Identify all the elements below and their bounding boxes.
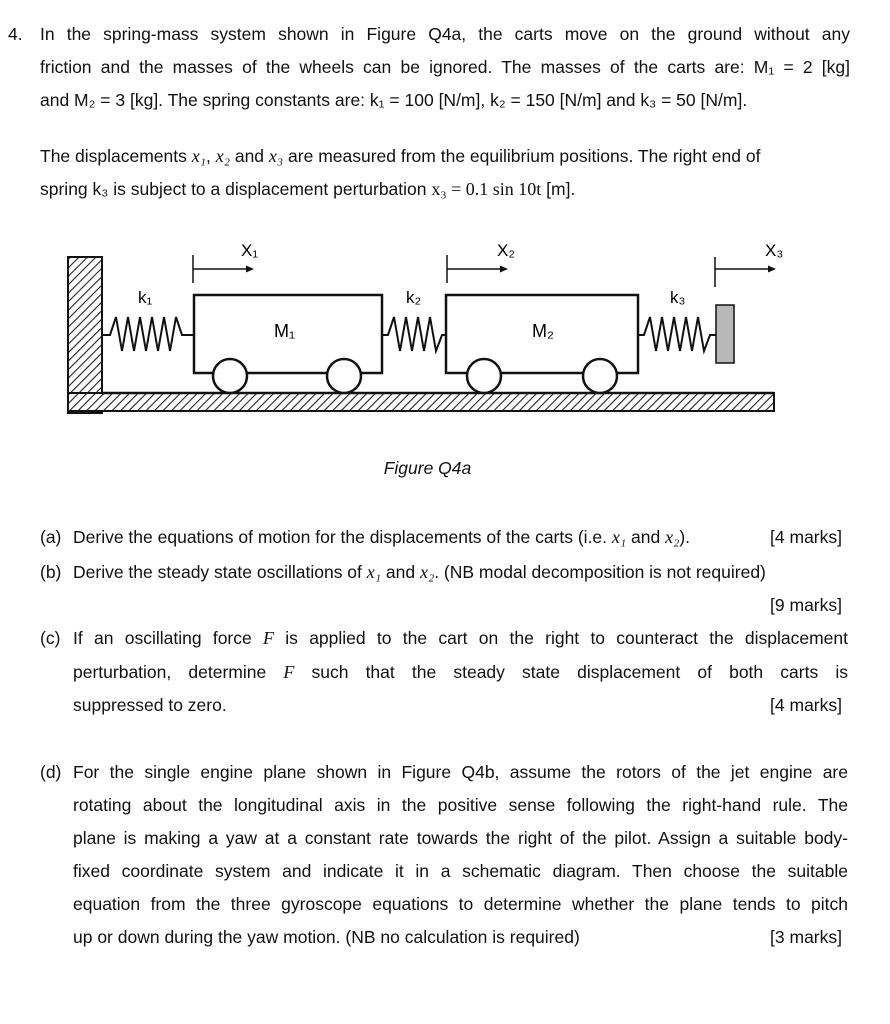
question-number: 4. xyxy=(8,24,23,44)
var-x3: x₃ xyxy=(268,146,284,166)
comma: , xyxy=(206,146,216,166)
label-k1: k₁ xyxy=(138,288,153,307)
perturbation-equation: x₃ = 0.1 sin 10t xyxy=(431,179,542,199)
part-d-line-5: equation from the three gyroscope equations to determine whether the plane tends to pitch xyxy=(73,894,848,914)
displacement-paragraph xyxy=(40,140,850,206)
arrow-x3 xyxy=(715,257,776,287)
label-x2: X₂ xyxy=(497,241,515,260)
part-d-label: (d) xyxy=(40,762,62,782)
question-intro xyxy=(40,18,850,117)
left-wall xyxy=(68,257,102,413)
displacement-text-a: The displacements xyxy=(40,146,192,166)
spring-k1 xyxy=(102,317,194,351)
part-c-line2-a: perturbation, determine xyxy=(73,662,284,682)
label-x3: X₃ xyxy=(765,241,784,260)
part-a-and: and xyxy=(626,527,666,547)
part-d-line-2: rotating about the longitudinal axis in the positive sense following the right-hand rule. The xyxy=(73,795,848,815)
var-x2: x₂ xyxy=(215,146,230,166)
part-b-text xyxy=(73,556,766,589)
label-k3: k₃ xyxy=(670,288,686,307)
part-b-text-1: Derive the steady state oscillations of xyxy=(73,562,367,582)
label-m2: M₂ xyxy=(532,321,554,341)
intro-line-3: and M₂ = 3 [kg]. The spring constants are: k₁ = 100 [N/m], k₂ = 150 [N/m] and k₃ = 50 [N/m]. xyxy=(40,90,748,110)
displacement-line-1 xyxy=(40,140,850,173)
part-d-line-1: For the single engine plane shown in Figure Q4b, assume the rotors of the jet engine are xyxy=(73,762,848,782)
part-c-line-3: suppressed to zero. xyxy=(73,695,227,715)
and-word: and xyxy=(229,146,269,166)
part-b-and: and xyxy=(381,562,420,582)
label-m1: M₁ xyxy=(274,321,296,341)
part-c-marks: [4 marks] xyxy=(770,695,842,715)
part-c-F1: F xyxy=(263,628,275,648)
wheel-m2-left xyxy=(467,359,501,393)
part-c-F2: F xyxy=(283,662,295,682)
part-b-x1: x₁ xyxy=(366,562,382,582)
part-b-x2: x₂ xyxy=(419,562,435,582)
ground xyxy=(68,393,774,411)
displacement-line-2 xyxy=(40,173,850,206)
figure-q4a xyxy=(0,225,890,425)
part-a-text xyxy=(73,521,690,554)
label-x1: X₁ xyxy=(241,241,259,260)
intro-line-1: In the spring-mass system shown in Figure Q4a, the carts move on the ground without any xyxy=(40,24,850,44)
part-a-marks: [4 marks] xyxy=(770,527,842,547)
displacement-block xyxy=(716,305,734,363)
label-k2: k₂ xyxy=(406,288,422,307)
wheel-m2-right xyxy=(583,359,617,393)
part-c-label: (c) xyxy=(40,628,61,648)
part-a-text-2: ). xyxy=(679,527,691,547)
spring-k3 xyxy=(638,317,716,351)
var-x1: x₁ xyxy=(191,146,206,166)
part-b-label: (b) xyxy=(40,562,62,582)
figure-caption: Figure Q4a xyxy=(383,458,472,478)
spring-k2 xyxy=(382,317,446,351)
part-d-line-3: plane is making a yaw at a constant rate towards the right of the pilot. Assign a suitable body- xyxy=(73,828,848,848)
wheel-m1-left xyxy=(213,359,247,393)
part-a-x1: x₁ xyxy=(611,527,627,547)
part-c-line2-b: such that the steady state displacement of both carts is xyxy=(294,662,848,682)
part-d-marks: [3 marks] xyxy=(770,927,842,947)
part-c-line1-a: If an oscillating force xyxy=(73,628,264,648)
part-d-line-6: up or down during the yaw motion. (NB no calculation is required) xyxy=(73,927,580,947)
part-d-line-4: fixed coordinate system and indicate it in a schematic diagram. Then choose the suitable xyxy=(73,861,848,881)
part-c-line1-b: is applied to the cart on the right to counteract the displacement xyxy=(274,628,848,648)
intro-line-2: friction and the masses of the wheels can be ignored. The masses of the carts are: M₁ = 2 [kg] xyxy=(40,57,850,77)
part-a-label: (a) xyxy=(40,527,62,547)
wheel-m1-right xyxy=(327,359,361,393)
part-b-marks: [9 marks] xyxy=(770,595,842,615)
displacement-text-b: are measured from the equilibrium positions. The right end of xyxy=(283,146,761,166)
part-c-line-2 xyxy=(73,656,848,689)
displacement-text-2b: [m]. xyxy=(541,179,576,199)
part-a-x2: x₂ xyxy=(665,527,680,547)
part-a-text-1: Derive the equations of motion for the displacements of the carts (i.e. xyxy=(73,527,612,547)
part-c-line-1 xyxy=(73,622,848,655)
part-b-text-2: . (NB modal decomposition is not required) xyxy=(434,562,766,582)
displacement-text-2a: spring k₃ is subject to a displacement perturbation xyxy=(40,179,432,199)
